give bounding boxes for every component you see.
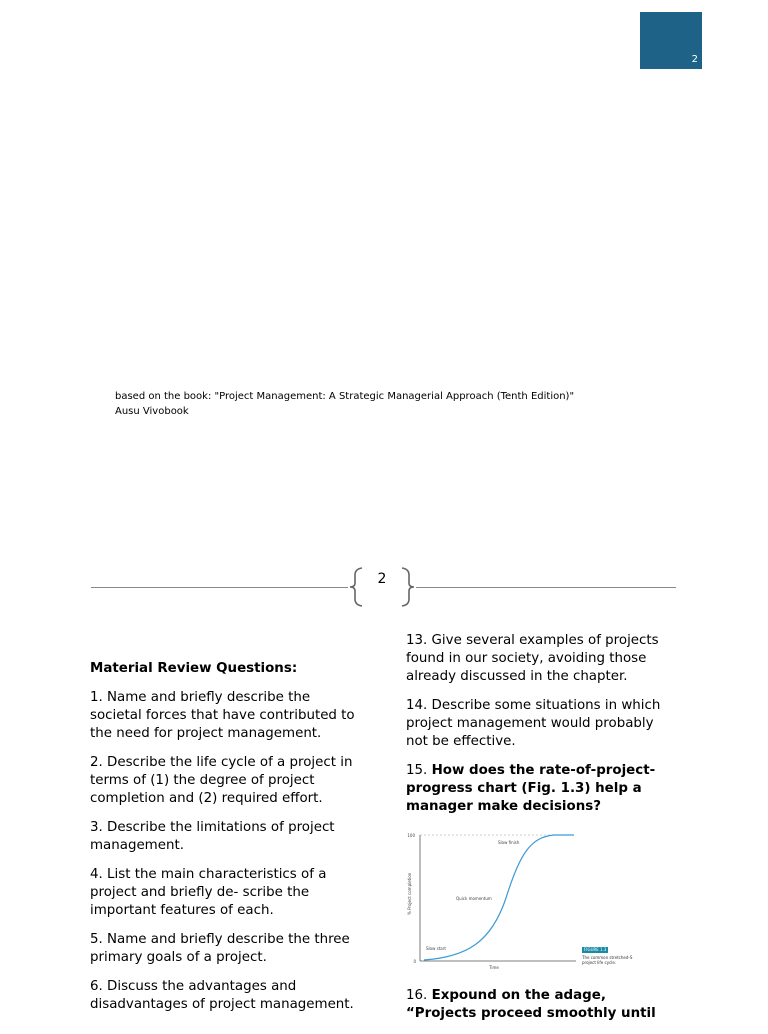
question-4: 4. List the main characteristics of a project and briefly de- scribe the important features of each.	[90, 867, 327, 918]
question-14: 14. Describe some situations in which project management would probably not be effective.	[406, 698, 661, 749]
y-axis-label: % Project completion	[407, 872, 412, 915]
figure-badge: FIGURE 1.3	[584, 947, 607, 952]
question-2: 2. Describe the life cycle of a project in terms of (1) the degree of project completion and (2) required effort.	[90, 755, 353, 806]
question-16	[406, 987, 671, 1023]
question-15-text: How does the rate-of-project-progress chart (Fig. 1.3) help a manager make decisions?	[406, 763, 656, 814]
question-15-number: 15.	[406, 763, 428, 778]
question-15	[406, 762, 671, 816]
question-5: 5. Name and briefly describe the three primary goals of a project.	[90, 932, 350, 965]
header-page-number: 2	[691, 54, 698, 65]
credit-source-line: based on the book: "Project Management: A Strategic Managerial Approach (Tenth Edition)"	[115, 391, 575, 402]
s-curve	[424, 835, 574, 960]
book-credit	[115, 389, 574, 419]
figure-caption: The common stretched-S project life cycle.	[582, 955, 633, 965]
label-quick-momentum: Quick momentum	[456, 896, 492, 901]
question-6: 6. Discuss the advantages and disadvantages of project management.	[90, 979, 354, 1012]
figure-1-3	[406, 823, 646, 973]
y-max-label: 100	[407, 833, 415, 838]
label-slow-finish: Slow finish	[498, 840, 520, 845]
question-16-number: 16.	[406, 988, 428, 1003]
page-number-tab	[640, 12, 702, 69]
review-questions-heading: Material Review Questions:	[90, 661, 298, 676]
x-axis-label: Time	[489, 965, 499, 970]
left-column	[90, 660, 365, 1025]
credit-author-line: Ausu Vivobook	[115, 406, 189, 417]
question-1: 1. Name and briefly describe the societal forces that have contributed to the need for project management.	[90, 690, 355, 741]
s-curve-chart	[406, 823, 646, 973]
question-13: 13. Give several examples of projects found in our society, avoiding those already discussed in the chapter.	[406, 633, 659, 684]
question-3: 3. Describe the limitations of project management.	[90, 820, 335, 853]
right-column	[406, 632, 671, 1034]
question-16-text: Expound on the adage, “Projects proceed smoothly until	[406, 988, 656, 1021]
label-slow-start: Slow start	[426, 946, 446, 951]
marker-page-number: 2	[377, 571, 387, 587]
page-number-marker	[348, 567, 416, 607]
origin-label: 0	[413, 959, 416, 964]
